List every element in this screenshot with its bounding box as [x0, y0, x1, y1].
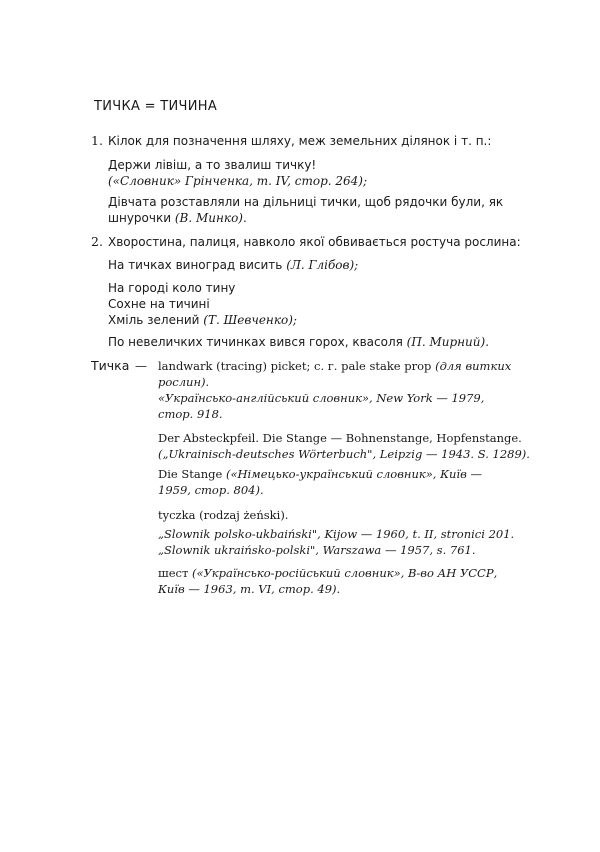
english-source-line-1: «Українсько-англійський словник», New York — 1979,: [158, 391, 485, 405]
meaning-1-example-2-source: (В. Минко).: [174, 211, 247, 225]
russian-translation: [158, 565, 497, 581]
entry-heading: ТИЧКА = ТИЧИНА: [94, 99, 218, 114]
russian-source-line-1: («Українсько-російський словник», В-во АН УССР,: [191, 566, 498, 580]
german-source-2-line-1: («Німецько-український словник», Київ —: [225, 467, 482, 481]
meaning-2-example-3-text: По невеличких тичинках вився горох, квасоля: [108, 335, 403, 349]
german-source-2-line-2: 1959, стор. 804).: [158, 483, 264, 497]
poem-line-1: На городі коло тину: [108, 281, 236, 295]
meaning-2-definition: Хворостина, палиця, навколо якої обвивається ростуча рослина:: [108, 235, 521, 249]
english-translation-line-1: [158, 358, 511, 374]
meaning-2-example-1-source: (Л. Глібов);: [286, 258, 359, 272]
poem-line-3: [108, 312, 297, 328]
german-translation-2: [158, 466, 482, 482]
german-translation-1: Der Absteckpfeil. Die Stange — Bohnenstange, Hopfenstange.: [158, 431, 522, 445]
polish-source-1: „Slownik polsko-ukbaiński", Kijow — 1960, t. II, stronici 201.: [158, 527, 515, 541]
english-translation-line-2: рослин).: [158, 375, 210, 389]
russian-translation-text: шест: [158, 566, 189, 580]
meaning-1-definition: Кілок для позначення шляху, меж земельних ділянок і т. п.:: [108, 134, 492, 148]
german-source-1: („Ukrainisch-deutsches Wörterbuch", Leipzig — 1943. S. 1289).: [158, 447, 530, 461]
meaning-2-example-3: [108, 334, 489, 350]
poem-line-3-source: (Т. Шевченко);: [203, 313, 297, 327]
meaning-1-example-2-line-2: [108, 210, 247, 226]
meaning-2-number: 2.: [91, 234, 103, 249]
russian-source-line-2: Київ — 1963, т. VI, стор. 49).: [158, 582, 341, 596]
meaning-1-example-2-line-1: Дівчата розставляли на дільниці тички, щоб рядочки були, як: [108, 195, 504, 209]
meaning-2-example-3-source: (П. Мирний).: [406, 335, 490, 349]
translation-headword: Тичка: [91, 358, 130, 373]
meaning-1-example-1: Держи лівіш, а то звалиш тичку!: [108, 158, 317, 172]
meaning-2-example-1: [108, 257, 358, 273]
meaning-1-example-1-source: («Словник» Грінченка, т. IV, стор. 264);: [108, 174, 368, 188]
english-translation-note: (для витких: [435, 359, 512, 373]
german-translation-2-text: Die Stange: [158, 467, 223, 481]
meaning-1-number: 1.: [91, 133, 103, 148]
meaning-2-example-1-text: На тичках виноград висить: [108, 258, 283, 272]
poem-line-3-text: Хміль зелений: [108, 313, 200, 327]
english-source-line-2: стор. 918.: [158, 407, 223, 421]
meaning-1-example-2-text: шнурочки: [108, 211, 172, 225]
english-translation-text: landwark (tracing) picket; с. г. pale stake prop: [158, 359, 432, 373]
polish-translation: tyczka (rodzaj żeński).: [158, 508, 289, 522]
poem-line-2: Сохне на тичині: [108, 297, 210, 311]
polish-source-2: „Slownik ukraińsko-polski", Warszawa — 1957, s. 761.: [158, 543, 476, 557]
translation-dash: —: [135, 359, 147, 373]
